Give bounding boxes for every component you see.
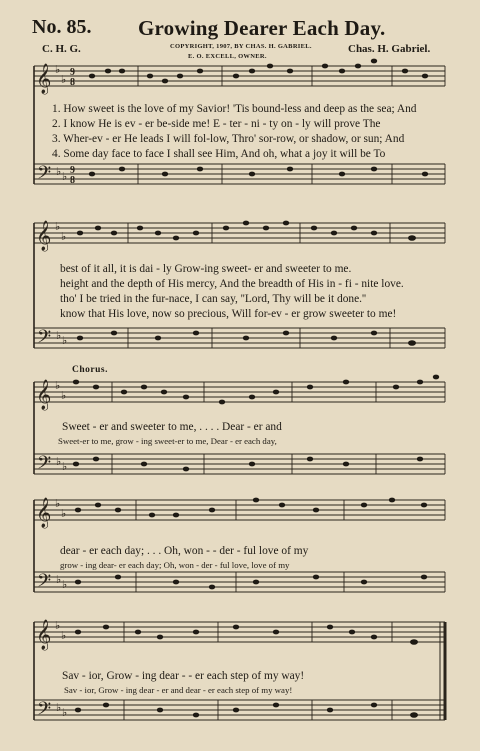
svg-text:8: 8 <box>70 175 75 186</box>
verse-4-line-1: 4. Some day face to face I shall see Him, And oh, what a joy it will be To <box>52 148 386 160</box>
verse-4-line-2: know that His love, now so precious, Will for-ev - er grow sweeter to me! <box>60 308 397 320</box>
verse-1-line-1: 1. How sweet is the love of my Savior! 'Tis bound-less and deep as the sea; And <box>52 103 417 115</box>
svg-text:♭: ♭ <box>61 630 67 642</box>
svg-text:𝄞: 𝄞 <box>36 380 52 410</box>
verse-2-line-1: 2. I know He is ev - er be-side me! E - ter - ni - ty on - ly will prove The <box>52 118 381 130</box>
svg-text:9: 9 <box>70 67 75 78</box>
svg-text:𝄞: 𝄞 <box>36 498 52 528</box>
hymn-number: No. 85. <box>32 16 92 38</box>
svg-text:𝄢: 𝄢 <box>37 327 52 352</box>
chorus-line-1-lower: Sweet-er to me, grow - ing sweet-er to me, Dear - er each day, <box>58 436 277 446</box>
svg-text:♭: ♭ <box>62 707 68 719</box>
svg-text:𝄞: 𝄞 <box>36 620 52 650</box>
copyright-owner: E. O. EXCELL, OWNER. <box>188 53 267 60</box>
chorus-line-3-lower: Sav - ior, Grow - ing dear - er and dear - er each step of my way! <box>64 685 293 695</box>
svg-text:♭: ♭ <box>62 335 68 347</box>
svg-text:♭: ♭ <box>56 456 62 468</box>
svg-text:♭: ♭ <box>62 579 68 591</box>
svg-text:♭: ♭ <box>61 390 67 402</box>
verse-3-line-2: tho' I be tried in the fur-nace, I can say, ''Lord, Thy will be it done.'' <box>60 293 367 305</box>
svg-text:♭: ♭ <box>56 702 62 714</box>
chorus-line-2-upper: dear - er each day; . . . Oh, won - - der - ful love of my <box>60 545 309 557</box>
svg-text:♭: ♭ <box>56 166 62 178</box>
svg-text:♭: ♭ <box>61 74 67 86</box>
chorus-label: Chorus. <box>72 365 108 375</box>
svg-text:9: 9 <box>70 165 75 176</box>
svg-text:♭: ♭ <box>55 498 61 510</box>
svg-text:♭: ♭ <box>55 221 61 233</box>
verse-2-line-2: height and the depth of His mercy, And the breadth of His in - fi - nite love. <box>60 278 404 290</box>
music-author: Chas. H. Gabriel. <box>348 43 431 55</box>
svg-text:♭: ♭ <box>55 620 61 632</box>
svg-text:♭: ♭ <box>56 330 62 342</box>
svg-text:♭: ♭ <box>55 380 61 392</box>
chorus-line-2-lower: grow - ing dear- er each day; Oh, won - der - ful love, love of my <box>60 560 290 570</box>
svg-text:♭: ♭ <box>62 461 68 473</box>
svg-text:𝄢: 𝄢 <box>37 163 52 188</box>
verse-1-line-2: best of it all, it is dai - ly Grow-ing sweet- er and sweeter to me. <box>60 263 352 275</box>
svg-text:♭: ♭ <box>61 231 67 243</box>
chorus-line-1-upper: Sweet - er and sweeter to me, . . . . Dear - er and <box>62 421 282 433</box>
copyright-line: COPYRIGHT, 1907, BY CHAS. H. GABRIEL. <box>170 43 312 50</box>
svg-text:𝄢: 𝄢 <box>37 453 52 478</box>
svg-text:𝄞: 𝄞 <box>36 64 52 94</box>
svg-text:♭: ♭ <box>61 508 67 520</box>
hymn-title: Growing Dearer Each Day. <box>138 16 386 40</box>
svg-text:8: 8 <box>70 77 75 88</box>
words-author: C. H. G. <box>42 43 81 55</box>
verse-3-line-1: 3. Wher-ev - er He leads I will fol-low, Thro' sor-row, or shadow, or sun; And <box>52 133 405 145</box>
svg-text:♭: ♭ <box>56 574 62 586</box>
svg-text:♭: ♭ <box>55 64 61 76</box>
svg-text:𝄢: 𝄢 <box>37 571 52 596</box>
svg-text:𝄢: 𝄢 <box>37 699 52 724</box>
chorus-line-3-upper: Sav - ior, Grow - ing dear - - er each step of my way! <box>62 670 305 682</box>
svg-text:𝄞: 𝄞 <box>36 221 52 251</box>
svg-text:♭: ♭ <box>62 171 68 183</box>
